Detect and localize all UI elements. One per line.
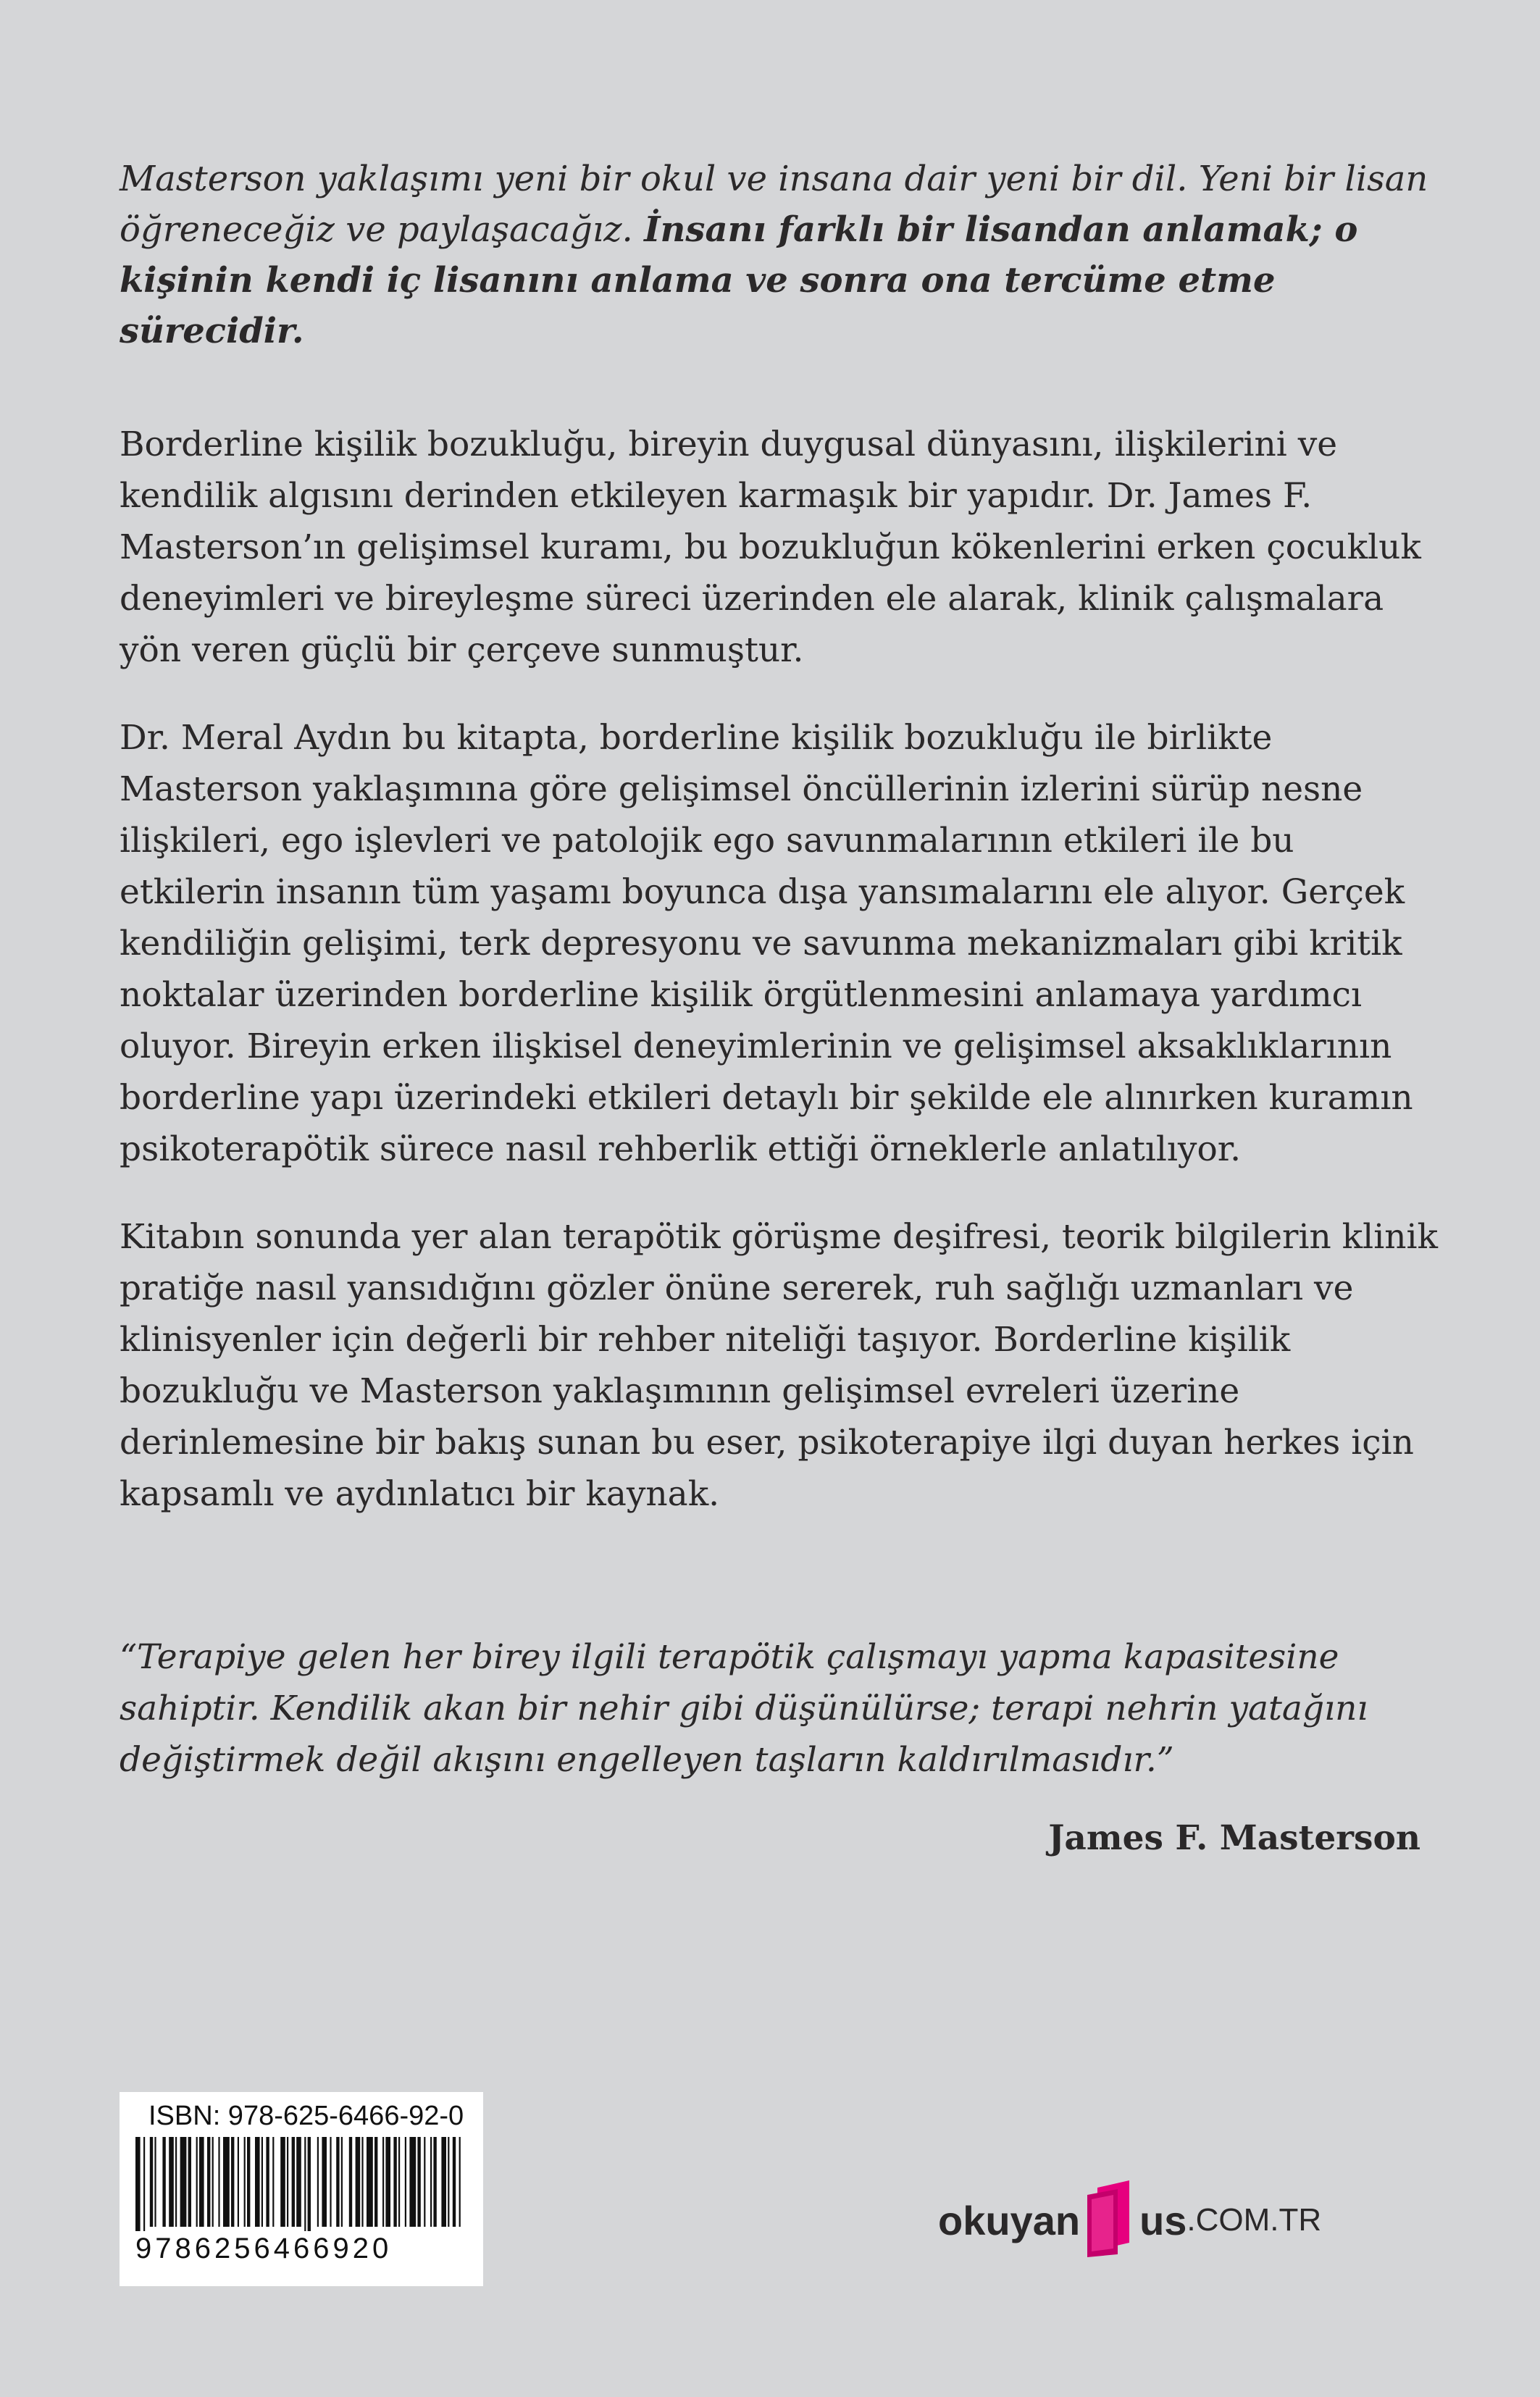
book-icon [1084, 2179, 1135, 2262]
intro-bold: İnsanı farklı bir lisandan anlamak; o kişinin kendi iç lisanını anlama ve sonra ona tercüme etme sürecidir. [120, 209, 1358, 351]
publisher-name: okuyan [938, 2197, 1081, 2243]
publisher-domain: .COM.TR [1187, 2202, 1322, 2238]
intro-plain: Masterson yaklaşımı yeni bir okul ve insana dair yeni bir dil. Yeni bir lisan öğreneceğiz ve paylaşacağız. [120, 159, 1428, 250]
paragraph-1: Borderline kişilik bozukluğu, bireyin duygusal dünyasını, ilişkilerini ve kendilik algısını derinden etkileyen karmaşık bir yapıdır. Dr. James F. Masterson’ın gelişimsel kuramı, bu bozukluğun kökenlerini erken çocukluk deneyimleri ve bireyleşme süreci üzerinden ele alarak, klinik çalışmalara yön veren güçlü bir çerçeve sunmuştur. [120, 424, 1421, 670]
intro-text [120, 154, 1445, 356]
description [120, 419, 1445, 1556]
paragraph-3: Kitabın sonunda yer alan terapötik görüşme deşifresi, teorik bilgilerin klinik pratiğe nasıl yansıdığını gözler önüne sererek, ruh sağlığı uzmanları ve klinisyenler için değerli bir rehber niteliği taşıyor. Borderline kişilik bozukluğu ve Masterson yaklaşımının gelişimsel evreleri üzerine derinlemesine bir bakış sunan bu eser, psikoterapiye ilgi duyan herkes için kapsamlı ve aydınlatıcı bir kaynak. [120, 1217, 1439, 1514]
paragraph-2: Dr. Meral Aydın bu kitapta, borderline kişilik bozukluğu ile birlikte Masterson yaklaşımına göre gelişimsel öncüllerinin izlerini sürüp nesne ilişkileri, ego işlevleri ve patolojik ego savunmalarının etkileri ile bu etkilerin insanın tüm yaşamı boyunca dışa yansımalarını ele alıyor. Gerçek kendiliğin gelişimi, terk depresyonu ve savunma mekanizmaları gibi kritik noktalar üzerinden borderline kişilik örgütlenmesini anlamaya yardımcı oluyor. Bireyin erken ilişkisel deneyimlerinin ve gelişimsel aksaklıklarının borderline yapı üzerindeki etkileri detaylı bir şekilde ele alınırken kuramın psikoterapötik sürece nasıl rehberlik ettiği örneklerle anlatılıyor. [120, 718, 1413, 1169]
publisher-suffix: us [1139, 2197, 1187, 2243]
isbn-label: ISBN: 978-625-6466-92-0 [148, 2101, 464, 2131]
barcode-number: 9786256466920 [135, 2233, 393, 2264]
publisher-logo [938, 2188, 1321, 2253]
barcode-bars [134, 2137, 469, 2231]
quote-text: “Terapiye gelen her birey ilgili terapötik çalışmayı yapma kapasitesine sahiptir. Kendilik akan bir nehir gibi düşünülürse; terapi nehrin yatağını değiştirmek değil akışını engelleyen taşların kaldırılmasıdır.” [120, 1637, 1368, 1780]
quote-author: James F. Masterson [1048, 1818, 1420, 1858]
isbn-barcode [120, 2092, 483, 2286]
